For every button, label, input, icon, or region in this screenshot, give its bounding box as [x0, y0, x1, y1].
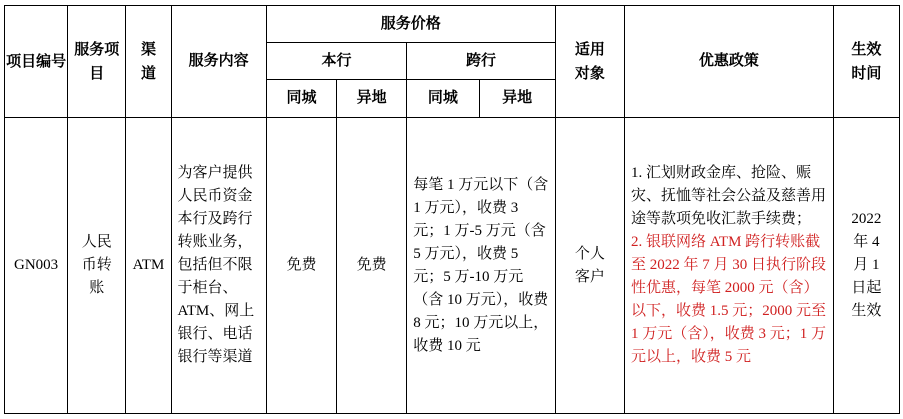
policy-item-2: 2. 银联网络 ATM 跨行转账截至 2022 年 7 月 30 日执行阶段性优惠，每笔 2000 元（含）以下，收费 1.5 元；2000 元至 1 万元（含），收费 3 元；1 万元以上，收费 5 元 [631, 234, 827, 365]
header-same-bank-other-place: 异地 [337, 80, 407, 118]
header-cross-bank-same-city: 同城 [407, 80, 479, 118]
cell-channel: ATM [126, 118, 171, 414]
cell-item-code: GN003 [5, 118, 68, 414]
header-cross-bank: 跨行 [407, 43, 556, 80]
fee-table [4, 5, 900, 414]
header-preferential-policy: 优惠政策 [625, 6, 834, 118]
header-service-content: 服务内容 [171, 6, 266, 118]
cell-applicable-object: 个人客户 [555, 118, 624, 414]
header-channel: 渠道 [126, 6, 171, 118]
header-applicable-object: 适用对象 [555, 6, 624, 118]
header-service-price: 服务价格 [266, 6, 555, 43]
header-cross-bank-other-place: 异地 [479, 80, 555, 118]
header-effective-time: 生效时间 [833, 6, 899, 118]
cell-preferential-policy [625, 118, 834, 414]
header-service-item: 服务项目 [68, 6, 126, 118]
cell-same-bank-other-place: 免费 [337, 118, 407, 414]
cell-cross-bank-fee: 每笔 1 万元以下（含 1 万元），收费 3 元；1 万-5 万元（含 5 万元），收费 5 元；5 万-10 万元（含 10 万元），收费 8 元；10 万元以上，收费 10 元 [407, 118, 556, 414]
header-same-bank-same-city: 同城 [266, 80, 336, 118]
header-item-code: 项目编号 [5, 6, 68, 118]
cell-service-item: 人民币转账 [68, 118, 126, 414]
cell-same-bank-same-city: 免费 [266, 118, 336, 414]
cell-service-content: 为客户提供人民币资金本行及跨行转账业务，包括但不限于柜台、ATM、网上银行、电话银行等渠道 [171, 118, 266, 414]
cell-effective-time: 2022 年 4 月 1 日起生效 [833, 118, 899, 414]
policy-item-1: 1. 汇划财政金库、抢险、赈灾、抚恤等社会公益及慈善用途等款项免收汇款手续费； [631, 165, 827, 227]
header-same-bank: 本行 [266, 43, 406, 80]
